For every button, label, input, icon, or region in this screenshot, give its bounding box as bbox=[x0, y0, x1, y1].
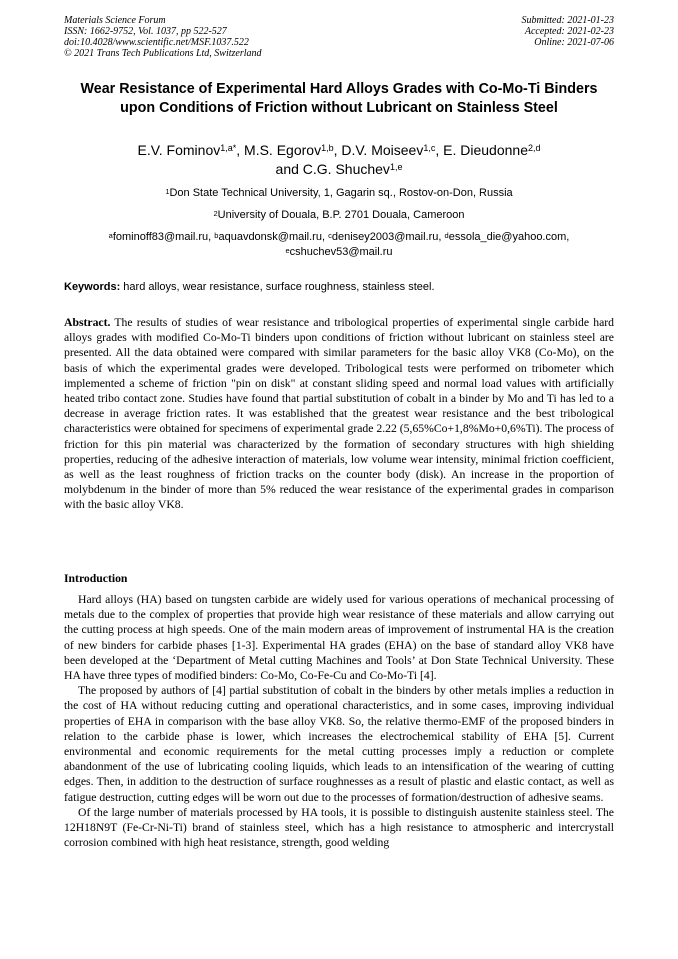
author-affiliation-marker: 1,a* bbox=[220, 143, 237, 153]
email-marker: c bbox=[328, 231, 332, 240]
abstract bbox=[64, 315, 614, 513]
abstract-label: Abstract. bbox=[64, 316, 111, 329]
affiliation-text: Don State Technical University, 1, Gagarin sq., Rostov-on-Don, Russia bbox=[169, 187, 513, 199]
email-marker: b bbox=[214, 231, 219, 240]
abstract-text: The results of studies of wear resistance and tribological properties of experimental single carbide hard alloys grades with modified Co-Mo-Ti binders upon conditions of friction without lubricant on stainless steel are presented. All the data obtained were compared with similar parameters for the basic alloy VK8 (Co-Mo), on the basis of which the experimental grades were developed. Tribological tests were performed on tribometer which implemented a scheme of friction "pin on disk" at constant sliding speed and normal load values with artificially heated tribo contact zone. Studies have found that partial substitution of cobalt in a binder by Mo and Ti has led to a decrease in average friction rates. It was established that the greatest wear resistance and the best tribological characteristics were obtained for specimens of experimental grade 2.22 (5,65%Co+1,8%Mo+0,6%Ti). The process of friction for this pin material was characterized by the formation of secondary structures with high shielding properties, reducing of the adhesive interaction of materials, low volume wear intensity, minimal friction coefficient, as well as the least roughness of friction tracks on the counter body (disk). An increase in the proportion of molybdenum in the binder of more than 5% reduced the wear resistance of the experimental grades in comparison with the basic alloy VK8. bbox=[64, 316, 614, 512]
body-paragraph: Of the large number of materials processed by HA tools, it is possible to distinguish austenite stainless steel. The 12H18N9T (Fe-Cr-Ni-Ti) brand of stainless steel, which has a high resistance to atmospheric and intercrystall corrosion combined with high heat resistance, strength, good welding bbox=[64, 805, 614, 850]
journal-name: Materials Science Forum bbox=[64, 15, 166, 26]
doi-line: doi:10.4028/www.scientific.net/MSF.1037.522 bbox=[64, 37, 249, 48]
email-address: fominoff83@mail.ru bbox=[112, 231, 209, 243]
email-address: denisey2003@mail.ru bbox=[331, 231, 439, 243]
accepted-date: Accepted: 2021-02-23 bbox=[524, 26, 614, 37]
body-paragraph: The proposed by authors of [4] partial substitution of cobalt in the binders by other metals implies a reduction in the cost of HA without reducing cutting and operational characteristics, and in some cases, improving individual properties of EHA in comparison with the base alloy VK8. So, the relative thermo-EMF of the proposed binders in relation to the carbide phase is lower, which increases the electrochemical stability of EHA [5]. Current environmental and economic requirements for the metal cutting processes imply a reduction or complete abandonment of the use of lubricating cooling liquids, which leads to an intensification of the wearing of cutting edges. Then, in addition to the destruction of surface roughnesses as a result of plastic and elastic contact, as well as fatigue destruction, cutting edges will be worn out due to the processes of formation/destruction of adhesive seams. bbox=[64, 684, 614, 804]
email-marker: e bbox=[285, 246, 290, 255]
author-separator: , bbox=[435, 142, 444, 158]
paper-title: Wear Resistance of Experimental Hard Alloys Grades with Co-Mo-Ti Binders upon Conditions of Friction without Lubricant on Stainless Steel bbox=[80, 81, 598, 116]
email-separator: , bbox=[321, 231, 329, 243]
author-affiliation-marker: 1,b bbox=[321, 143, 334, 153]
affiliation-marker: 2 bbox=[213, 209, 218, 218]
affiliation-text: University of Douala, B.P. 2701 Douala, Cameroon bbox=[217, 209, 465, 221]
author-name: D.V. Moiseev bbox=[341, 142, 424, 158]
email-separator: , bbox=[208, 231, 215, 243]
author-separator: , bbox=[333, 142, 342, 158]
email-address: cshuchev53@mail.ru bbox=[289, 246, 393, 258]
email-separator: , bbox=[566, 231, 570, 243]
publication-dates bbox=[414, 15, 614, 48]
email-address: aquavdonsk@mail.ru bbox=[218, 231, 322, 243]
author-emails bbox=[64, 230, 614, 260]
author-separator: , bbox=[236, 142, 245, 158]
body-paragraph: Hard alloys (HA) based on tungsten carbide are widely used for various operations of mechanical processing of metals due to the complex of properties that provide high wear resistance of these materials and allow carrying out the cutting process at high speeds. One of the main modern areas of improvement of instrumental HA is the creation of new binders for carbide phases [1-3]. Experimental HA grades (EHA) on the base of standard alloy VK8 have been developed at the ‘Department of Metal cutting Machines and Tools’ at Don State Technical University. These HA have three types of modified binders: Co-Mo, Co-Fe-Cu and Co-Mo-Ti [4]. bbox=[64, 593, 614, 683]
email-marker: a bbox=[108, 231, 113, 240]
email-separator: , bbox=[438, 231, 445, 243]
email-marker: d bbox=[444, 231, 449, 240]
author-affiliation-marker: 1,c bbox=[423, 143, 436, 153]
author-name: M.S. Egorov bbox=[244, 142, 322, 158]
affiliation-1 bbox=[64, 186, 614, 201]
introduction-heading: Introduction bbox=[64, 572, 128, 585]
email-address: essola_die@yahoo.com bbox=[448, 231, 567, 243]
publication-info bbox=[64, 15, 384, 59]
keywords-text: hard alloys, wear resistance, surface roughness, stainless steel. bbox=[120, 281, 435, 293]
affiliation-marker: 1 bbox=[165, 187, 170, 196]
author-name: and C.G. Shuchev bbox=[275, 161, 390, 177]
author-affiliation-marker: 1,e bbox=[389, 162, 403, 172]
author-name: E.V. Fominov bbox=[137, 142, 221, 158]
introduction-body bbox=[64, 592, 614, 850]
author-list bbox=[64, 141, 614, 179]
author-affiliation-marker: 2,d bbox=[527, 143, 541, 153]
author-name: E. Dieudonne bbox=[443, 142, 528, 158]
keywords-label: Keywords: bbox=[64, 281, 121, 293]
keywords bbox=[64, 280, 614, 294]
copyright-line: © 2021 Trans Tech Publications Ltd, Switzerland bbox=[64, 48, 262, 59]
submitted-date: Submitted: 2021-01-23 bbox=[521, 15, 614, 26]
affiliation-2 bbox=[64, 208, 614, 223]
issn-line: ISSN: 1662-9752, Vol. 1037, pp 522-527 bbox=[64, 26, 227, 37]
online-date: Online: 2021-07-06 bbox=[534, 37, 614, 48]
